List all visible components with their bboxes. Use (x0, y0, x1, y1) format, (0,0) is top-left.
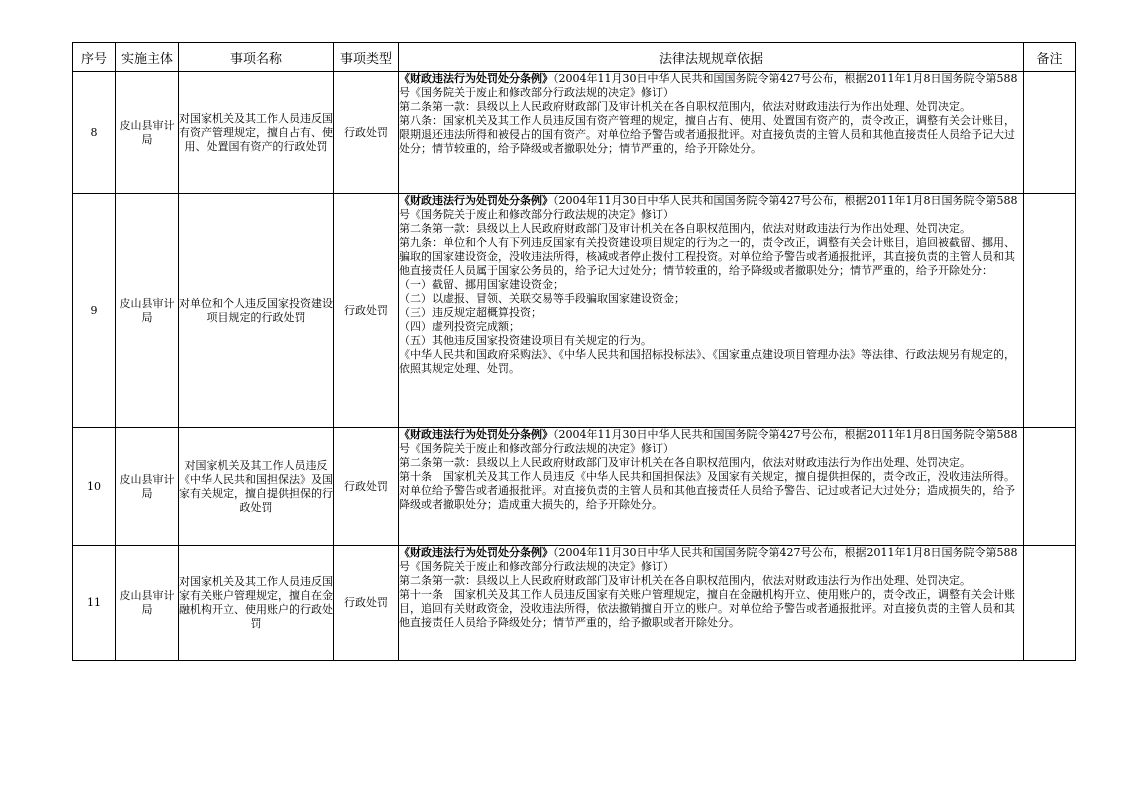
law-title: 《财政违法行为处罚处分条例》 (399, 72, 553, 85)
cell-body: 皮山县审计局 (116, 194, 179, 428)
cell-note (1024, 428, 1076, 546)
law-source: （2004年11月30日中华人民共和国国务院令第427号公布，根据2011年1月8日国务院令第588号《国务院关于废止和修改部分行政法规的决定》修订） (399, 194, 1018, 221)
cell-type: 行政处罚 (334, 546, 399, 661)
header-type: 事项类型 (334, 43, 399, 72)
cell-note (1024, 72, 1076, 194)
cell-type: 行政处罚 (334, 194, 399, 428)
header-note: 备注 (1024, 43, 1076, 72)
basis-line: 第八条：国家机关及其工作人员违反国有资产管理的规定，擅自占有、使用、处置国有资产的，责令改正，调整有关会计账目，限期退还违法所得和被侵占的国有资产。对单位给予警告或者通报批评。对直接负责的主管人员和其他直接责任人员给予记大过处分；情节较重的，给予降级或者撤职处分；情节严重的，给予开除处分。 (399, 114, 1015, 155)
cell-basis (399, 194, 1024, 428)
law-heading (399, 72, 1023, 100)
law-heading (399, 546, 1023, 574)
basis-line: 第二条第一款：县级以上人民政府财政部门及审计机关在各自职权范围内，依法对财政违法行为作出处理、处罚决定。 (399, 100, 971, 113)
cell-name: 对国家机关及其工作人员违反国家有关账户管理规定，擅自在金融机构开立、使用账户的行政处罚 (179, 546, 334, 661)
cell-name: 对国家机关及其工作人员违反国有资产管理规定，擅自占有、使用、处置国有资产的行政处罚 (179, 72, 334, 194)
table-row (73, 428, 1076, 546)
law-source: （2004年11月30日中华人民共和国国务院令第427号公布，根据2011年1月8日国务院令第588号《国务院关于废止和修改部分行政法规的决定》修订） (399, 428, 1018, 455)
header-row (73, 43, 1076, 72)
cell-type: 行政处罚 (334, 428, 399, 546)
cell-name: 对单位和个人违反国家投资建设项目规定的行政处罚 (179, 194, 334, 428)
law-heading (399, 194, 1023, 222)
cell-note (1024, 194, 1076, 428)
header-basis: 法律法规规章依据 (399, 43, 1024, 72)
regulation-table (72, 42, 1076, 661)
header-seq: 序号 (73, 43, 116, 72)
law-source: （2004年11月30日中华人民共和国国务院令第427号公布，根据2011年1月8日国务院令第588号《国务院关于废止和修改部分行政法规的决定》修订） (399, 72, 1018, 99)
cell-seq: 11 (73, 546, 116, 661)
header-name: 事项名称 (179, 43, 334, 72)
cell-name: 对国家机关及其工作人员违反《中华人民共和国担保法》及国家有关规定，擅自提供担保的行政处罚 (179, 428, 334, 546)
basis-line: 第二条第一款：县级以上人民政府财政部门及审计机关在各自职权范围内，依法对财政违法行为作出处理、处罚决定。 (399, 222, 971, 235)
table-row (73, 194, 1076, 428)
basis-line: （一）截留、挪用国家建设资金； (399, 278, 564, 291)
basis-line: 《中华人民共和国政府采购法》、《中华人民共和国招标投标法》、《国家重点建设项目管理办法》等法律、行政法规另有规定的，依照其规定处理、处罚。 (399, 348, 1015, 375)
law-heading (399, 428, 1023, 456)
cell-seq: 9 (73, 194, 116, 428)
cell-note (1024, 546, 1076, 661)
basis-line: （五）其他违反国家投资建设项目有关规定的行为。 (399, 334, 652, 347)
basis-line: 第十一条 国家机关及其工作人员违反国家有关账户管理规定，擅自在金融机构开立、使用账户的，责令改正，调整有关会计账目，追回有关财政资金，没收违法所得，依法撤销擅自开立的账户。对单位给予警告或者通报批评。对直接负责的主管人员和其他直接责任人员给予降级处分；情节严重的，给予撤职或者开除处分。 (399, 588, 1015, 629)
table-row (73, 546, 1076, 661)
basis-line: （二）以虚报、冒领、关联交易等手段骗取国家建设资金； (399, 292, 685, 305)
cell-seq: 10 (73, 428, 116, 546)
law-title: 《财政违法行为处罚处分条例》 (399, 194, 553, 207)
cell-basis (399, 72, 1024, 194)
basis-line: 第二条第一款：县级以上人民政府财政部门及审计机关在各自职权范围内，依法对财政违法行为作出处理、处罚决定。 (399, 456, 971, 469)
cell-basis (399, 546, 1024, 661)
cell-body: 皮山县审计局 (116, 428, 179, 546)
basis-line: 第十条 国家机关及其工作人员违反《中华人民共和国担保法》及国家有关规定，擅自提供担保的，责令改正，没收违法所得。对单位给予警告或者通报批评。对直接负责的主管人员和其他直接责任人员给予警告、记过或者记大过处分；造成损失的，给予降级或者撤职处分；造成重大损失的，给予开除处分。 (399, 470, 1015, 511)
header-body: 实施主体 (116, 43, 179, 72)
law-source: （2004年11月30日中华人民共和国国务院令第427号公布，根据2011年1月8日国务院令第588号《国务院关于废止和修改部分行政法规的决定》修订） (399, 546, 1018, 573)
basis-line: 第二条第一款：县级以上人民政府财政部门及审计机关在各自职权范围内，依法对财政违法行为作出处理、处罚决定。 (399, 574, 971, 587)
cell-seq: 8 (73, 72, 116, 194)
cell-type: 行政处罚 (334, 72, 399, 194)
cell-basis (399, 428, 1024, 546)
law-title: 《财政违法行为处罚处分条例》 (399, 546, 553, 559)
basis-line: （四）虚列投资完成额； (399, 320, 520, 333)
basis-line: （三）违反规定超概算投资； (399, 306, 542, 319)
cell-body: 皮山县审计局 (116, 72, 179, 194)
basis-line: 第九条：单位和个人有下列违反国家有关投资建设项目规定的行为之一的，责令改正，调整有关会计账目，追回被截留、挪用、骗取的国家建设资金，没收违法所得，核减或者停止拨付工程投资。对单位给予警告或者通报批评，其直接负责的主管人员和其他直接责任人员属于国家公务员的，给予记大过处分；情节较重的，给予降级或者撤职处分；情节严重的，给予开除处分： (399, 236, 1015, 277)
law-title: 《财政违法行为处罚处分条例》 (399, 428, 553, 441)
table-row (73, 72, 1076, 194)
cell-body: 皮山县审计局 (116, 546, 179, 661)
